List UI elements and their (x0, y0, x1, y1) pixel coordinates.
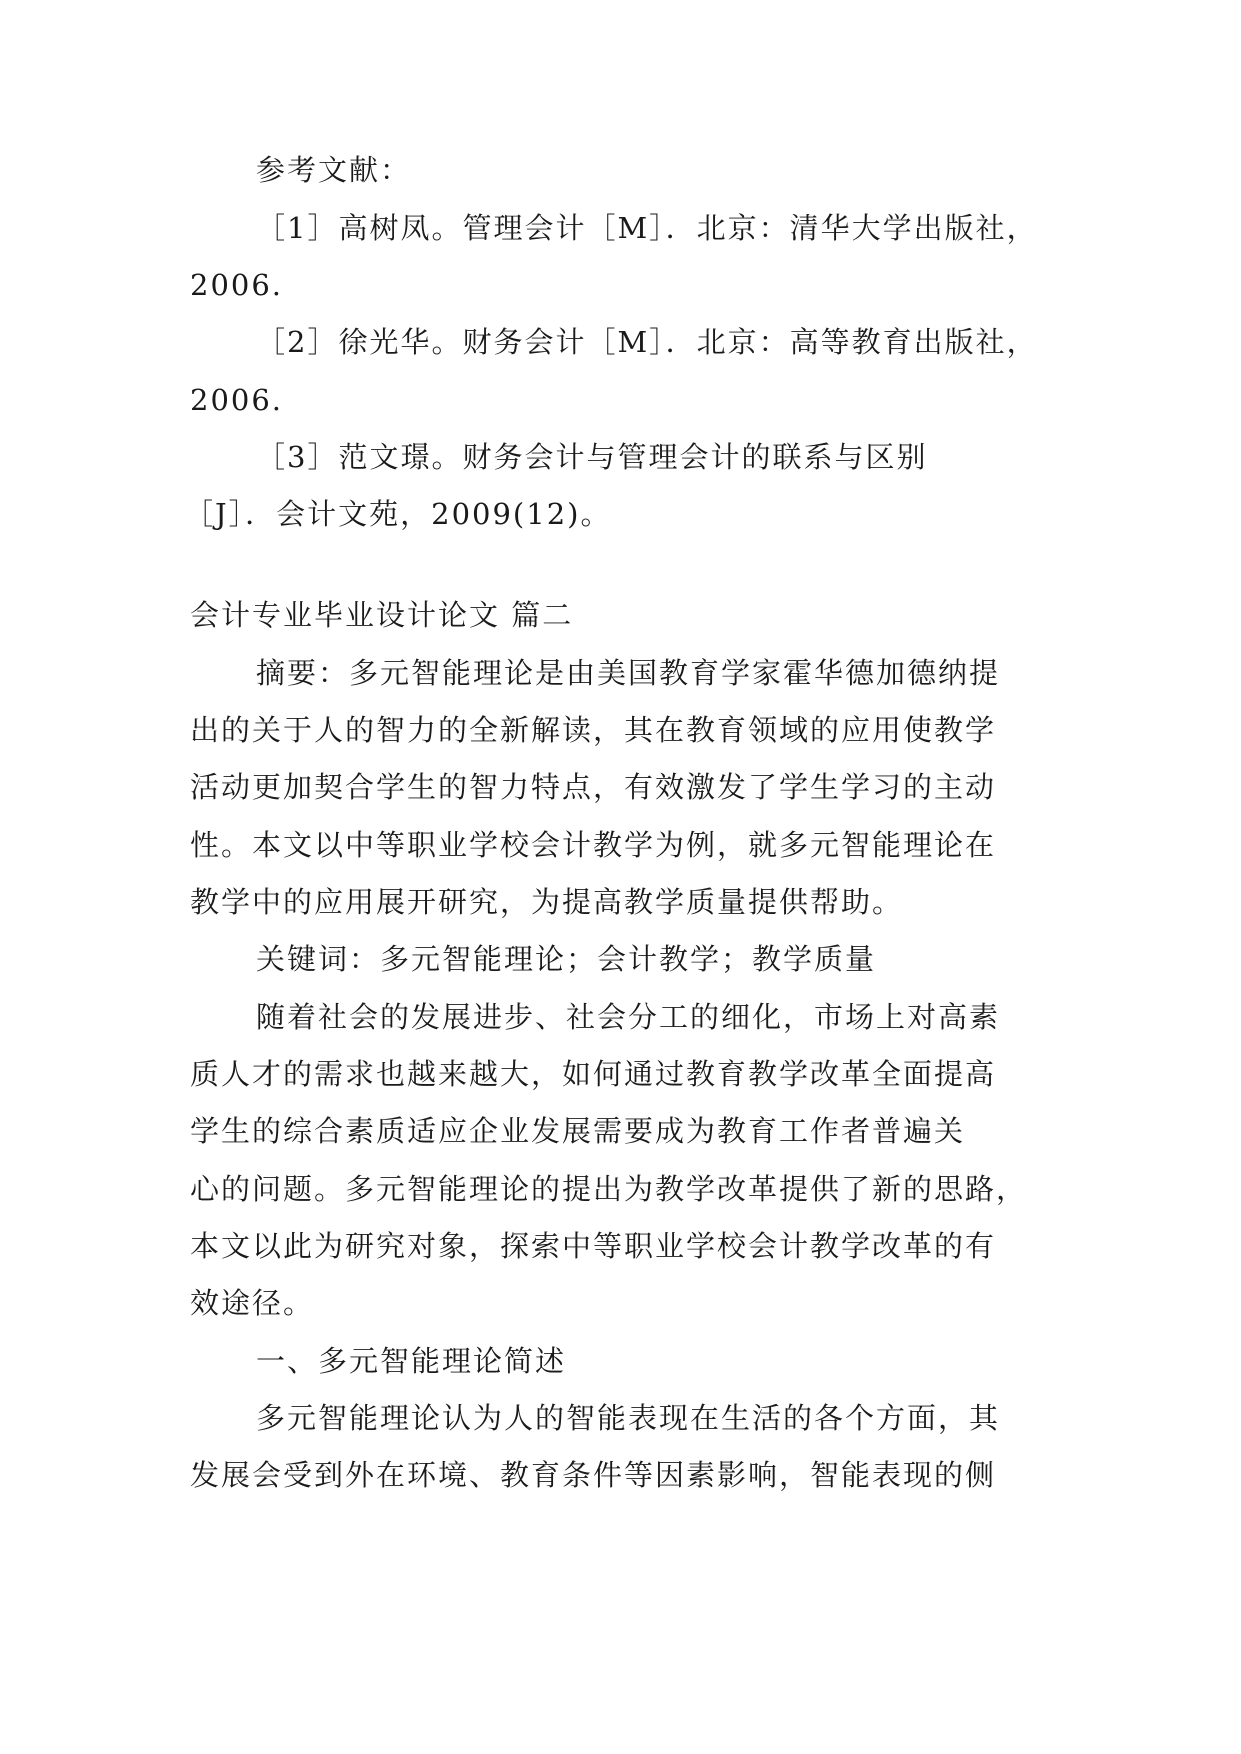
article-title: 会计专业毕业设计论文 篇二 (190, 598, 574, 632)
reference-2: ［2］徐光华。财务会计［M］．北京：高等教育出版社， (256, 325, 1038, 359)
reference-3: ［3］范文璟。财务会计与管理会计的联系与区别 (256, 440, 928, 474)
intro-line: 质人才的需求也越来越大，如何通过教育教学改革全面提高 (190, 1057, 997, 1091)
references-heading: 参考文献： (256, 153, 412, 187)
abstract-line: 出的关于人的智力的全新解读，其在教育领域的应用使教学 (190, 713, 997, 747)
intro-line: 随着社会的发展进步、社会分工的细化，市场上对高素 (256, 1000, 1001, 1034)
section-body-line: 多元智能理论认为人的智能表现在生活的各个方面，其 (256, 1401, 1001, 1435)
abstract-line: 活动更加契合学生的智力特点，有效激发了学生学习的主动 (190, 770, 997, 804)
reference-1: ［1］高树凤。管理会计［M］．北京：清华大学出版社， (256, 211, 1038, 245)
keywords: 关键词：多元智能理论；会计教学；教学质量 (256, 942, 877, 976)
section-body-line: 发展会受到外在环境、教育条件等因素影响，智能表现的侧 (190, 1458, 997, 1492)
intro-line: 效途径。 (190, 1286, 315, 1320)
abstract-line: 教学中的应用展开研究，为提高教学质量提供帮助。 (190, 885, 904, 919)
abstract-line: 性。本文以中等职业学校会计教学为例，就多元智能理论在 (190, 828, 997, 862)
reference-1-cont: 2006. (190, 268, 284, 302)
intro-line: 心的问题。多元智能理论的提出为教学改革提供了新的思路， (190, 1172, 1028, 1206)
intro-line: 本文以此为研究对象，探索中等职业学校会计教学改革的有 (190, 1229, 997, 1263)
abstract-line: 摘要：多元智能理论是由美国教育学家霍华德加德纳提 (256, 656, 1001, 690)
section-heading: 一、多元智能理论简述 (256, 1344, 567, 1378)
reference-2-cont: 2006. (190, 383, 284, 417)
reference-3-cont: ［J］．会计文苑，2009(12)。 (184, 497, 612, 531)
intro-line: 学生的综合素质适应企业发展需要成为教育工作者普遍关 (190, 1114, 966, 1148)
